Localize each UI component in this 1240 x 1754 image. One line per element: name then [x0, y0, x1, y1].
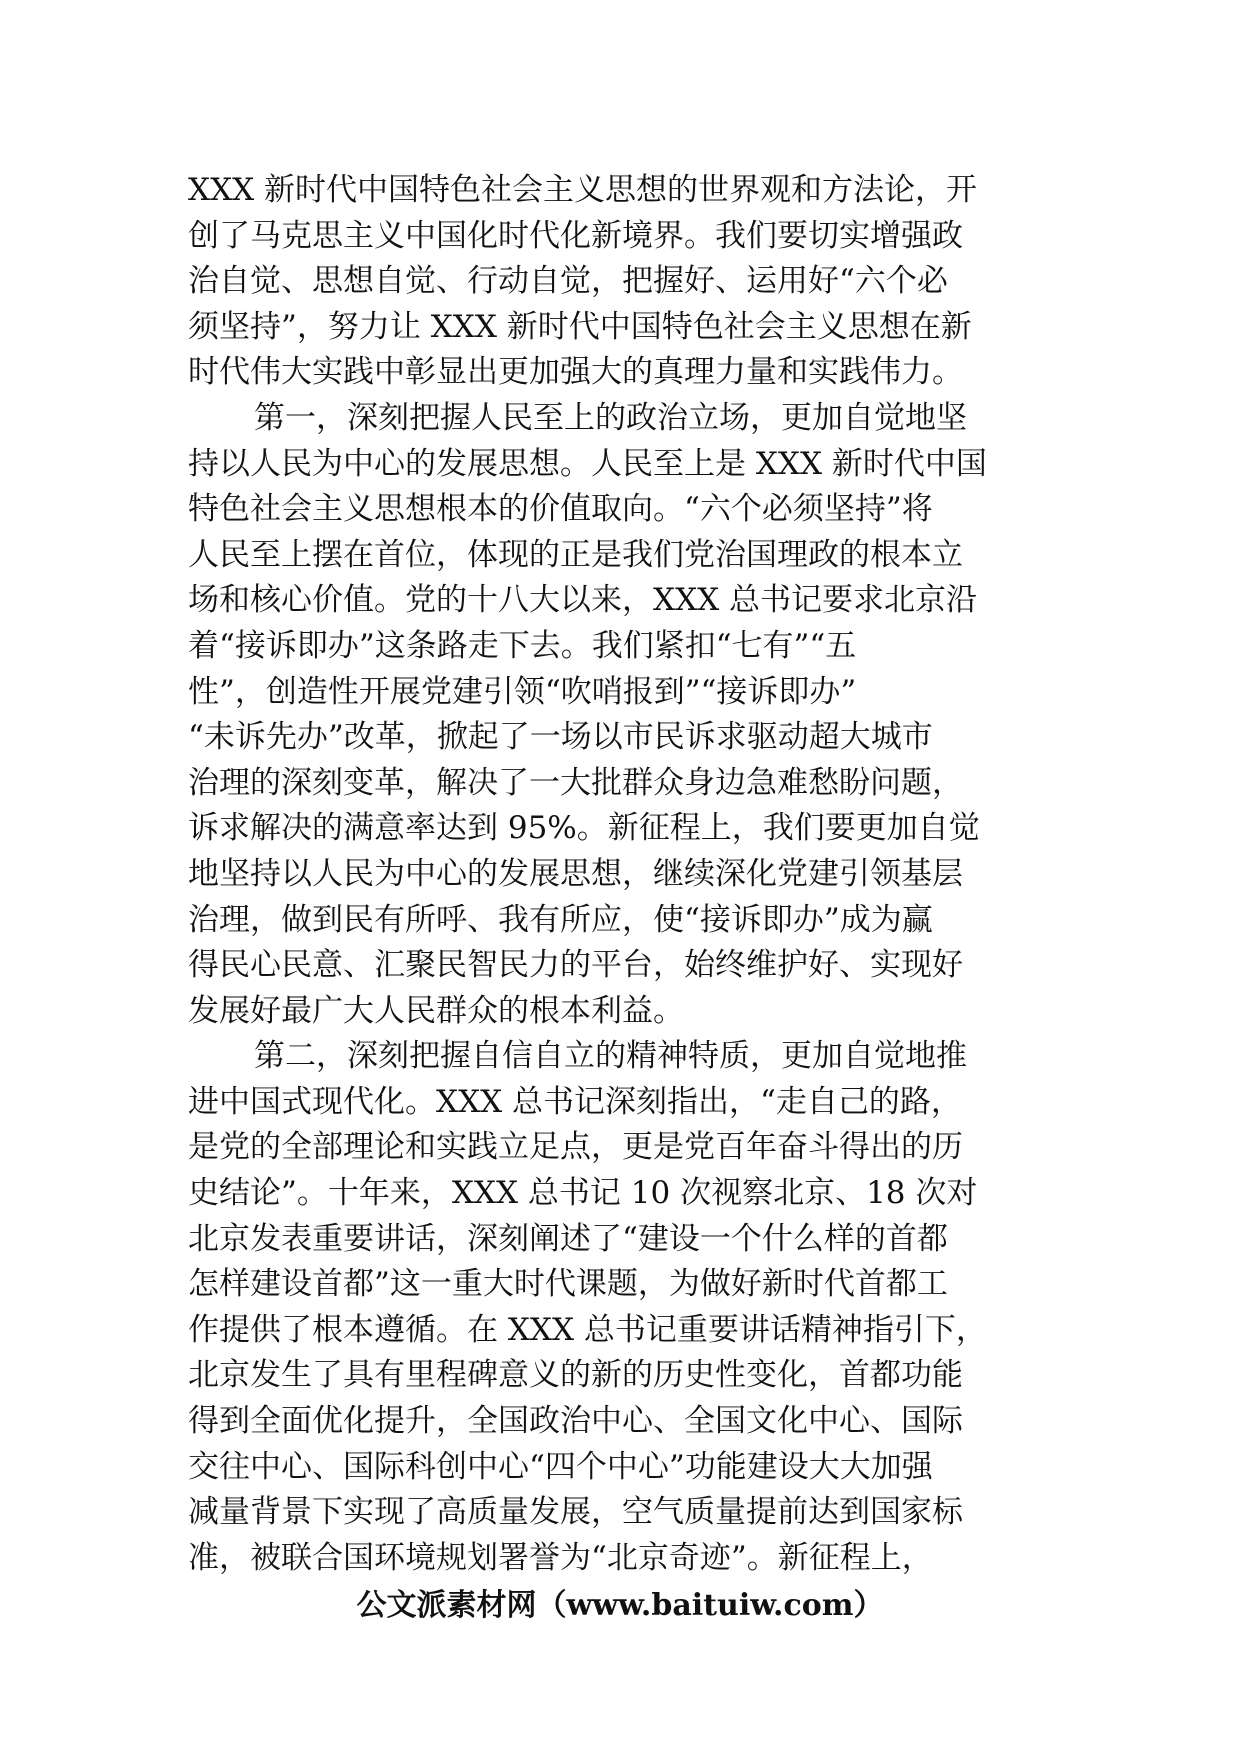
text-line: 得民心民意、汇聚民智民力的平台，始终维护好、实现好	[188, 947, 963, 984]
text-line: 治理，做到民有所呼、我有所应，使“接诉即办”成为赢	[188, 901, 933, 938]
text-line: 性”，创造性开展党建引领“吹哨报到”“接诉即办”	[188, 673, 857, 710]
text-line: 治理的深刻变革，解决了一大批群众身边急难愁盼问题，	[188, 764, 963, 801]
text-line: “未诉先办”改革，掀起了一场以市民诉求驱动超大城市	[188, 719, 933, 756]
text-line: 特色社会主义思想根本的价值取向。“六个必须坚持”将	[188, 491, 933, 528]
text-line: 人民至上摆在首位，体现的正是我们党治国理政的根本立	[188, 536, 963, 573]
footer-watermark: 公文派素材网（www.baituiw.com）	[356, 1588, 884, 1623]
text-line: 交往中心、国际科创中心“四个中心”功能建设大大加强	[188, 1448, 933, 1485]
text-line: 作提供了根本遵循。在 XXX 总书记重要讲话精神指引下，	[188, 1311, 987, 1348]
body-text	[188, 168, 1056, 1581]
text-line: 持以人民为中心的发展思想。人民至上是 XXX 新时代中国	[188, 445, 987, 482]
text-line: 时代伟大实践中彰显出更加强大的真理力量和实践伟力。	[188, 354, 963, 391]
text-line: 准，被联合国环境规划署誉为“北京奇迹”。新征程上，	[188, 1539, 933, 1576]
text-line: 诉求解决的满意率达到 95%。新征程上，我们要更加自觉	[188, 810, 980, 847]
text-line: 场和核心价值。党的十八大以来，XXX 总书记要求北京沿	[188, 582, 978, 619]
text-line: 须坚持”，努力让 XXX 新时代中国特色社会主义思想在新	[188, 308, 972, 345]
text-line: 得到全面优化提升，全国政治中心、全国文化中心、国际	[188, 1403, 963, 1440]
text-line: 创了马克思主义中国化时代化新境界。我们要切实增强政	[188, 217, 963, 254]
text-line: 地坚持以人民为中心的发展思想，继续深化党建引领基层	[188, 855, 963, 892]
text-line: 史结论”。十年来，XXX 总书记 10 次视察北京、18 次对	[188, 1175, 978, 1212]
text-line: 进中国式现代化。XXX 总书记深刻指出，“走自己的路，	[188, 1083, 962, 1120]
text-line: 减量背景下实现了高质量发展，空气质量提前达到国家标	[188, 1494, 963, 1531]
text-line: XXX 新时代中国特色社会主义思想的世界观和方法论，开	[188, 172, 978, 208]
text-line: 治自觉、思想自觉、行动自觉，把握好、运用好“六个必	[188, 263, 948, 300]
text-line: 发展好最广大人民群众的根本利益。	[188, 992, 684, 1029]
text-line: 第一，深刻把握人民至上的政治立场，更加自觉地坚	[254, 399, 967, 436]
text-line: 北京发表重要讲话，深刻阐述了“建设一个什么样的首都	[188, 1220, 948, 1257]
text-line: 第二，深刻把握自信自立的精神特质，更加自觉地推	[254, 1038, 967, 1075]
text-line: 北京发生了具有里程碑意义的新的历史性变化，首都功能	[188, 1357, 963, 1394]
text-line: 怎样建设首都”这一重大时代课题，为做好新时代首都工	[188, 1266, 948, 1303]
text-line: 着“接诉即办”这条路走下去。我们紧扣“七有”“五	[188, 627, 857, 664]
text-line: 是党的全部理论和实践立足点，更是党百年奋斗得出的历	[188, 1129, 963, 1166]
